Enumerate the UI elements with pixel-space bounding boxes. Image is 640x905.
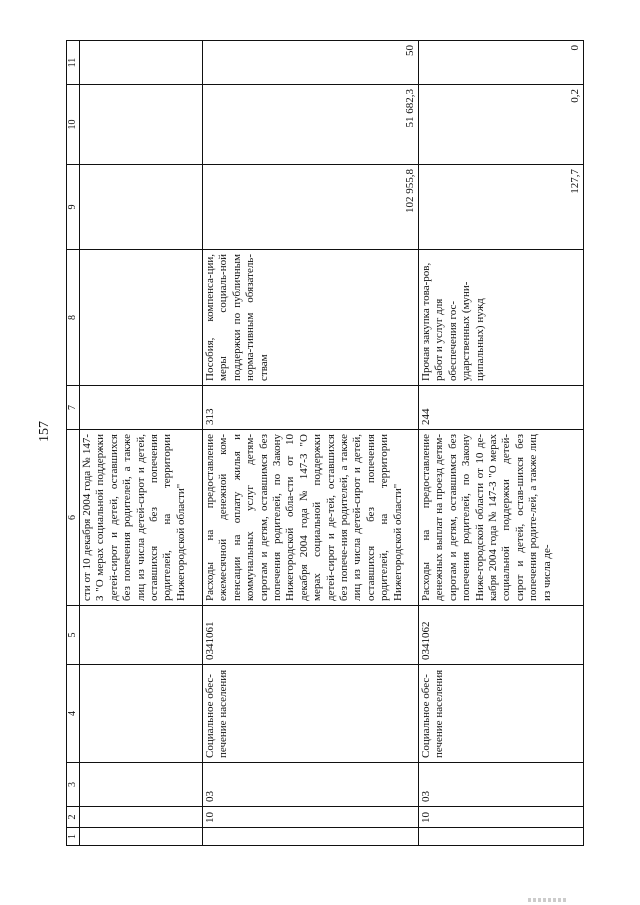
column-header-9: 9	[67, 165, 80, 250]
cell-col3: 03	[419, 763, 584, 807]
table-row	[80, 41, 203, 846]
scan-artifact	[528, 898, 568, 902]
cell-col6: Расходы на предоставление денежных выплат на проезд детям-сиротам и детям, оставшимся без попечения родителей, по Закону Ниже-городской области от 10 де-кабря 2004 года № 147-З "О мерах социальной поддержки детей-сирот и детей, остав-шихся без попечения родите-лей, а также лиц из числа де-	[419, 430, 584, 606]
column-header-7: 7	[67, 386, 80, 430]
cell-col1	[203, 828, 419, 846]
table-row	[203, 41, 419, 846]
cell-col5: 0341062	[419, 606, 584, 665]
cell-col8: Прочая закупка това-ров, работ и услуг для обеспечения гос-ударственных (муни-ципальных) нужд	[419, 250, 584, 386]
cell-col2	[80, 807, 203, 828]
cell-col8: Пособия, компенса-ции, меры социаль-ной поддержки по публичным норма-тивным обязатель-ствам	[203, 250, 419, 386]
cell-col3	[80, 763, 203, 807]
cell-col1	[80, 828, 203, 846]
column-header-1: 1	[67, 828, 80, 846]
column-header-3: 3	[67, 763, 80, 807]
cell-col2: 10	[203, 807, 419, 828]
cell-col5	[80, 606, 203, 665]
column-header-8: 8	[67, 250, 80, 386]
column-header-2: 2	[67, 807, 80, 828]
cell-col8	[80, 250, 203, 386]
cell-col7: 313	[203, 386, 419, 430]
cell-col10	[80, 85, 203, 165]
cell-col9: 102 955,8	[203, 165, 419, 250]
cell-col7: 244	[419, 386, 584, 430]
cell-col10: 51 682,3	[203, 85, 419, 165]
cell-col6: Расходы на предоставление ежемесячной денежной ком-пенсации на оплату жилья и коммунальных услуг детям-сиротам и детям, оставшимся без попечения родителей, по Закону Нижегородской обла-сти от 10 декабря 2004 года № 147-З "О мерах социальной поддержки детей-сирот и де-тей, оставшихся без попече-ния родителей, а также лиц из числа детей-сирот и детей, оставшихся без попечения родителей, на территории Нижегородской области"	[203, 430, 419, 606]
budget-table	[66, 40, 584, 846]
cell-col4: Социальное обес-печение населения	[203, 665, 419, 763]
cell-col4	[80, 665, 203, 763]
cell-col10: 0,2	[419, 85, 584, 165]
cell-col4: Социальное обес-печение населения	[419, 665, 584, 763]
table-row	[419, 41, 584, 846]
cell-col2: 10	[419, 807, 584, 828]
cell-col9	[80, 165, 203, 250]
column-header-6: 6	[67, 430, 80, 606]
cell-col7	[80, 386, 203, 430]
cell-col11: 50	[203, 41, 419, 85]
cell-col11	[80, 41, 203, 85]
column-header-4: 4	[67, 665, 80, 763]
column-header-10: 10	[67, 85, 80, 165]
header-row	[67, 41, 80, 846]
page-number: 157	[37, 421, 52, 442]
cell-col1	[419, 828, 584, 846]
rotated-page-content	[66, 41, 584, 846]
cell-col5: 0341061	[203, 606, 419, 665]
cell-col3: 03	[203, 763, 419, 807]
cell-col11: 0	[419, 41, 584, 85]
cell-col6: сти от 10 декабря 2004 года № 147-З "О мерах социальной поддержки детей-сирот и детей, оставшихся без попечения родителей, а также лиц из числа детей-сирот и детей, оставшихся без попечения родителей, на территории Нижегородской области"	[80, 430, 203, 606]
column-header-11: 11	[67, 41, 80, 85]
column-header-5: 5	[67, 606, 80, 665]
cell-col9: 127,7	[419, 165, 584, 250]
